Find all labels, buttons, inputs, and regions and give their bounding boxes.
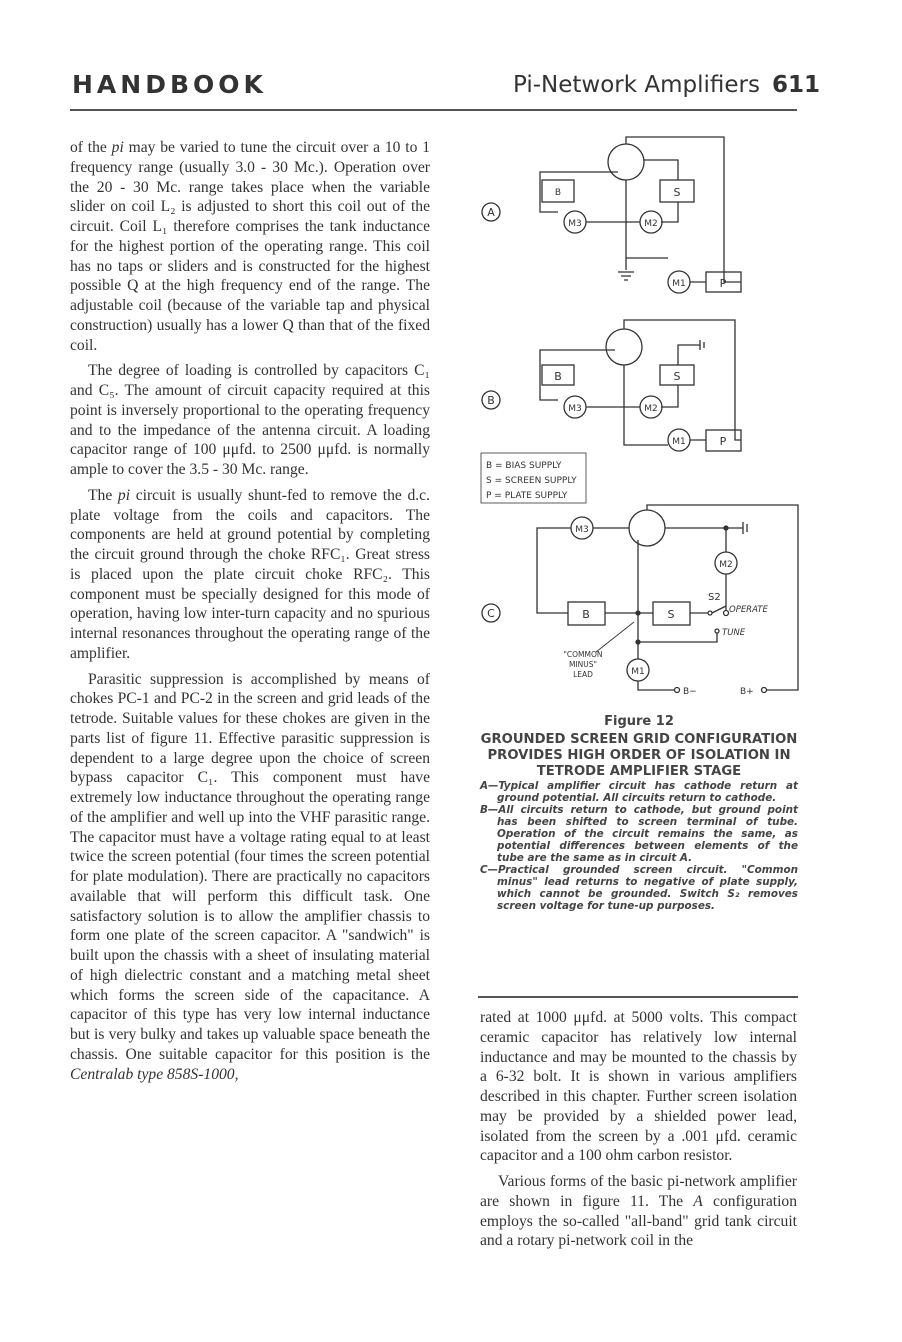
tube-a: [608, 144, 644, 180]
svg-text:P: P: [719, 435, 727, 448]
svg-text:B: B: [554, 370, 562, 383]
svg-text:OPERATE: OPERATE: [729, 605, 768, 615]
circuit-a: [482, 137, 741, 293]
text-run: The degree of loading is controlled by capacitors C₁ and C₅. The amount of circuit capacity required at this point is inversely proportional to the operating frequency and to the impedance of the antenna circuit. A loading capacitor range of 100 μμfd. to 2500 μμfd. is normally ample to cover the 3.5 - 30 Mc. range.: [70, 362, 430, 478]
svg-text:M3: M3: [568, 404, 582, 414]
paragraph: [70, 670, 430, 1085]
text-run: circuit is usually shunt-fed to remove the d.c. plate voltage from the coils and capacitors. The components are held at ground potential by completing the circuit ground through the choke RFC₁. Great stress is placed upon the plate circuit choke RFC₂. This component must be specially designed for this mode of operation, having low inter-turn capacity and no spurious internal resonances throughout the operating range of the amplifier.: [70, 486, 430, 662]
tube-c: [629, 510, 665, 546]
svg-text:B−: B−: [683, 687, 697, 697]
tube-b: [606, 329, 642, 365]
text-run: The: [88, 486, 118, 504]
svg-text:B: B: [582, 608, 590, 621]
svg-text:P = PLATE SUPPLY: P = PLATE SUPPLY: [486, 491, 568, 501]
svg-text:LEAD: LEAD: [573, 670, 593, 679]
text-run: rated at 1000 μμfd. at 5000 volts. This compact ceramic capacitor has relatively low internal inductance and may be mounted to the chassis by a 6-32 bolt. It is shown in various amplifiers described in this chapter. Further screen isolation may be provided by a shielded power lead, isolated from the screen by a .001 μfd. ceramic capacitor and a 100 ohm carbon resistor.: [480, 1009, 797, 1165]
left-column: [70, 138, 430, 1084]
text-run: Parasitic suppression is accomplished by means of chokes PC-1 and PC-2 in the screen and grid leads of the tetrode. Suitable values for these chokes are given in the parts list of figure 11. Effective parasitic suppression is dependent to a large degree upon the choice of screen bypass capacitor C₁. This component must have extremely low inductance throughout the operating range of the amplifier and well up into the VHF parasitic range. The capacitor must have a voltage rating equal to at least twice the screen potential (four times the screen potential for plate modulation). There are practically no capacitors available that will perform this difficult task. One satisfactory solution is to allow the amplifier chassis to form one plate of the screen capacitor. A "sandwich" is built upon the chassis with a sheet of insulating material of high dielectric constant and a matching metal sheet which forms the screen side of the capacitance. A capacitor of this type has very low internal inductance but is very bulky and takes up valuable space beneath the chassis. One suitable capacitor for this position is the: [70, 670, 430, 1063]
right-column: [480, 1008, 797, 1251]
italic-text: pi: [111, 139, 124, 156]
svg-text:M3: M3: [568, 219, 582, 229]
svg-text:M3: M3: [575, 525, 589, 535]
caption-rule: [478, 996, 798, 998]
text-run: Various forms of the basic pi-network amplifier are shown in figure 11. The: [480, 1173, 797, 1210]
svg-text:B = BIAS SUPPLY: B = BIAS SUPPLY: [486, 461, 562, 471]
figure-12-schematic: [475, 128, 810, 708]
svg-text:MINUS": MINUS": [569, 660, 597, 669]
circuit-c: [482, 505, 798, 697]
circuit-a-label: A: [487, 206, 495, 219]
svg-text:S: S: [673, 186, 681, 199]
paragraph: [70, 138, 430, 355]
svg-text:P: P: [719, 277, 727, 290]
figure-legend: [481, 453, 586, 503]
svg-text:TUNE: TUNE: [722, 628, 746, 638]
text-run: configuration employs the so-called "all-band" grid tank circuit and a rotary pi-network coil in the: [480, 1192, 797, 1250]
caption-item-a: A—Typical amplifier circuit has cathode return at ground potential. All circuits return to cathode.: [480, 780, 798, 804]
figure-title: GROUNDED SCREEN GRID CONFIGURATION PROVIDES HIGH ORDER OF ISOLATION IN TETRODE AMPLIFIER STAGE: [480, 732, 798, 779]
running-head: HANDBOOK: [72, 70, 267, 99]
chapter-title: [513, 72, 820, 98]
chapter-title-text: Pi-Network Amplifiers: [512, 72, 760, 98]
svg-text:S = SCREEN SUPPLY: S = SCREEN SUPPLY: [486, 476, 577, 486]
italic-text: A: [693, 1192, 703, 1210]
paragraph: [70, 486, 430, 664]
svg-text:S2: S2: [708, 592, 721, 603]
caption-item-c: C—Practical grounded screen circuit. "Common minus" lead returns to negative of plate supply, which cannot be grounded. Switch S₂ removes screen voltage for tune-up purposes.: [480, 864, 798, 912]
svg-text:M2: M2: [719, 560, 733, 570]
figure-caption: [480, 714, 798, 912]
svg-text:B: B: [554, 188, 562, 198]
circuit-b: [482, 320, 741, 451]
text-run: may be varied to tune the circuit over a 10 to 1 frequency range (usually 3.0 - 30 Mc.). Operation over the 20 - 30 Mc. range takes place when the variable slider on coil L₂ is adjusted to short this coil out of the circuit. Coil L₁ therefore comprises the tank inductance for the highest portion of the operating range. This coil has no taps or sliders and is constructed for the highest possible Q at the high frequency end of the range. The adjustable coil (because of the variable tap and physical construction) usually has a lower Q than that of the fixed coil.: [70, 139, 430, 354]
paragraph: [480, 1008, 797, 1166]
page-number: 611: [771, 72, 820, 98]
svg-text:M1: M1: [672, 437, 686, 447]
figure-number: Figure 12: [604, 714, 674, 729]
svg-text:"COMMON: "COMMON: [563, 650, 603, 659]
svg-text:M1: M1: [672, 279, 686, 289]
svg-text:B+: B+: [740, 687, 754, 697]
svg-text:M2: M2: [644, 404, 658, 414]
circuit-c-label: C: [487, 607, 495, 620]
header-rule: [70, 109, 797, 111]
italic-text: pi: [117, 486, 131, 504]
svg-text:S: S: [673, 370, 681, 383]
italic-text: Centralab type 858S-1000,: [70, 1065, 239, 1083]
circuit-b-label: B: [487, 394, 495, 407]
svg-text:M1: M1: [631, 667, 645, 677]
paragraph: [480, 1172, 797, 1251]
svg-text:M2: M2: [644, 219, 658, 229]
text-run: of the: [70, 139, 112, 156]
svg-text:S: S: [667, 608, 675, 621]
caption-item-b: B—All circuits return to cathode, but ground point has been shifted to screen terminal of tube. Operation of the circuit remains the same, as potential differences between elements of the tube are the same as in circuit A.: [480, 804, 798, 864]
paragraph: [70, 361, 430, 480]
